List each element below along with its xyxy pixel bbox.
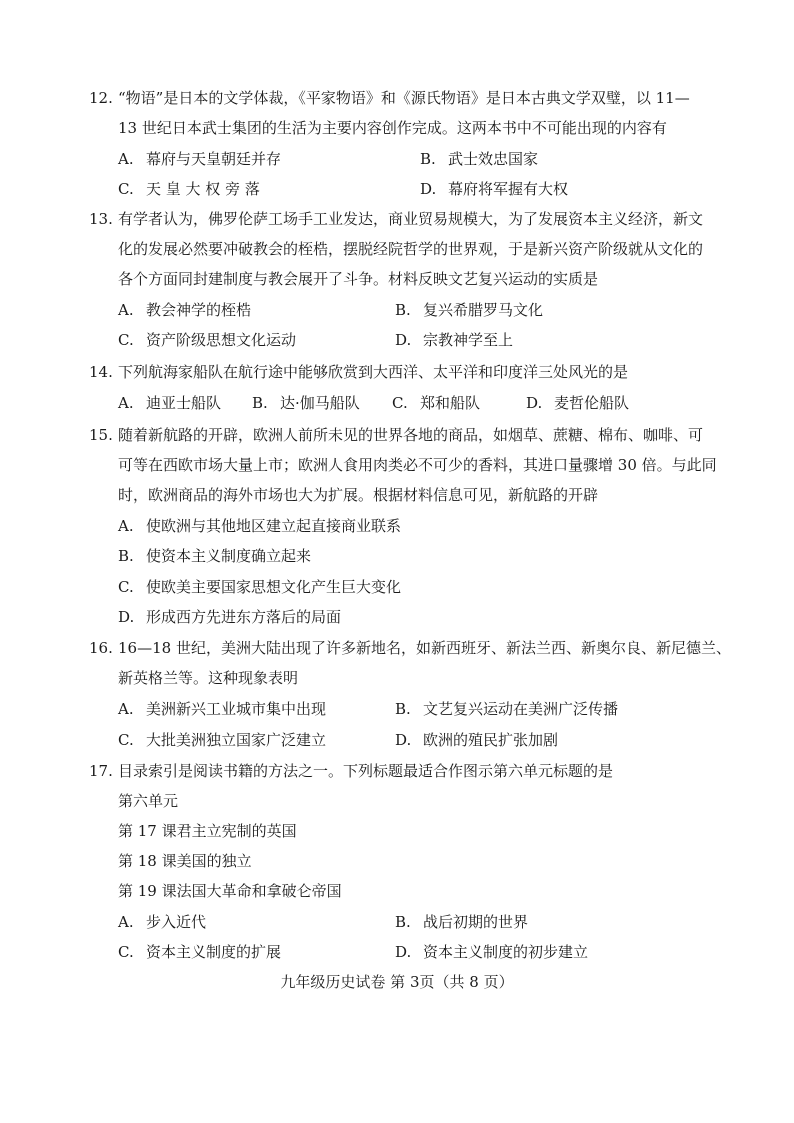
question-text: 时，欧洲商品的海外市场也大为扩展。根据材料信息可见，新航路的开辟 bbox=[118, 486, 599, 504]
question-number: 16. bbox=[89, 639, 113, 657]
question-text: 目录索引是阅读书籍的方法之一。下列标题最适合作图示第六单元标题的是 bbox=[118, 762, 614, 780]
option-c: C. 资产阶级思想文化运动 bbox=[118, 331, 297, 349]
option-c: C. 使欧美主要国家思想文化产生巨大变化 bbox=[118, 578, 402, 596]
question-number: 15. bbox=[89, 426, 113, 444]
question-number: 14. bbox=[89, 363, 113, 381]
option-d: D. 欧洲的殖民扩张加剧 bbox=[395, 731, 559, 749]
option-c: C. 郑和船队 bbox=[392, 394, 481, 412]
option-a: A. 教会神学的桎梏 bbox=[118, 301, 252, 319]
question-number: 17. bbox=[89, 762, 113, 780]
question-number: 12. bbox=[89, 89, 113, 107]
option-b: B. 复兴希腊罗马文化 bbox=[395, 301, 544, 319]
toc-lesson: 第 18 课美国的独立 bbox=[118, 852, 252, 870]
question-text: 新英格兰等。这种现象表明 bbox=[118, 669, 299, 687]
option-d: D. 资本主义制度的初步建立 bbox=[395, 943, 589, 961]
option-b: B. 达·伽马船队 bbox=[252, 394, 360, 412]
option-c: C. 天 皇 大 权 旁 落 bbox=[118, 180, 260, 198]
question-text: 下列航海家船队在航行途中能够欣赏到大西洋、太平洋和印度洋三处风光的是 bbox=[118, 363, 629, 381]
option-d: D. 幕府将军握有大权 bbox=[420, 180, 569, 198]
option-d: D. 麦哲伦船队 bbox=[526, 394, 630, 412]
option-b: B. 使资本主义制度确立起来 bbox=[118, 547, 312, 565]
question-text: 有学者认为，佛罗伦萨工场手工业发达，商业贸易规模大，为了发展资本主义经济，新文 bbox=[118, 210, 704, 228]
question-text: “物语”是日本的文学体裁，《平家物语》和《源氏物语》是日本古典文学双璧，以 11— bbox=[118, 89, 690, 107]
option-b: B. 战后初期的世界 bbox=[395, 913, 529, 931]
option-a: A. 使欧洲与其他地区建立起直接商业联系 bbox=[118, 517, 402, 535]
option-a: A. 美洲新兴工业城市集中出现 bbox=[118, 700, 327, 718]
toc-lesson: 第 17 课君主立宪制的英国 bbox=[118, 822, 297, 840]
option-a: A. 步入近代 bbox=[118, 913, 207, 931]
option-d: D. 宗教神学至上 bbox=[395, 331, 514, 349]
page-footer: 九年级历史试卷 第 3页（共 8 页） bbox=[280, 973, 514, 991]
option-c: C. 资本主义制度的扩展 bbox=[118, 943, 282, 961]
question-text: 13 世纪日本武士集团的生活为主要内容创作完成。这两本书中不可能出现的内容有 bbox=[118, 119, 667, 137]
option-a: A. 幕府与天皇朝廷并存 bbox=[118, 150, 282, 168]
option-c: C. 大批美洲独立国家广泛建立 bbox=[118, 731, 327, 749]
question-text: 16—18 世纪，美洲大陆出现了许多新地名，如新西班牙、新法兰西、新奥尔良、新尼德兰、 bbox=[118, 639, 731, 657]
question-text: 各个方面同封建制度与教会展开了斗争。材料反映文艺复兴运动的实质是 bbox=[118, 270, 599, 288]
toc-unit-title: 第六单元 bbox=[118, 792, 179, 810]
toc-lesson: 第 19 课法国大革命和拿破仑帝国 bbox=[118, 882, 342, 900]
question-text: 化的发展必然要冲破教会的桎梏，摆脱经院哲学的世界观，于是新兴资产阶级就从文化的 bbox=[118, 240, 704, 258]
question-number: 13. bbox=[89, 210, 113, 228]
option-b: B. 武士效忠国家 bbox=[420, 150, 539, 168]
question-text: 可等在西欧市场大量上市；欧洲人食用肉类必不可少的香料，其进口量骤增 30 倍。与此同 bbox=[118, 456, 717, 474]
option-b: B. 文艺复兴运动在美洲广泛传播 bbox=[395, 700, 619, 718]
option-d: D. 形成西方先进东方落后的局面 bbox=[118, 608, 342, 626]
option-a: A. 迪亚士船队 bbox=[118, 394, 222, 412]
question-text: 随着新航路的开辟，欧洲人前所未见的世界各地的商品，如烟草、蔗糖、棉布、咖啡、可 bbox=[118, 426, 704, 444]
